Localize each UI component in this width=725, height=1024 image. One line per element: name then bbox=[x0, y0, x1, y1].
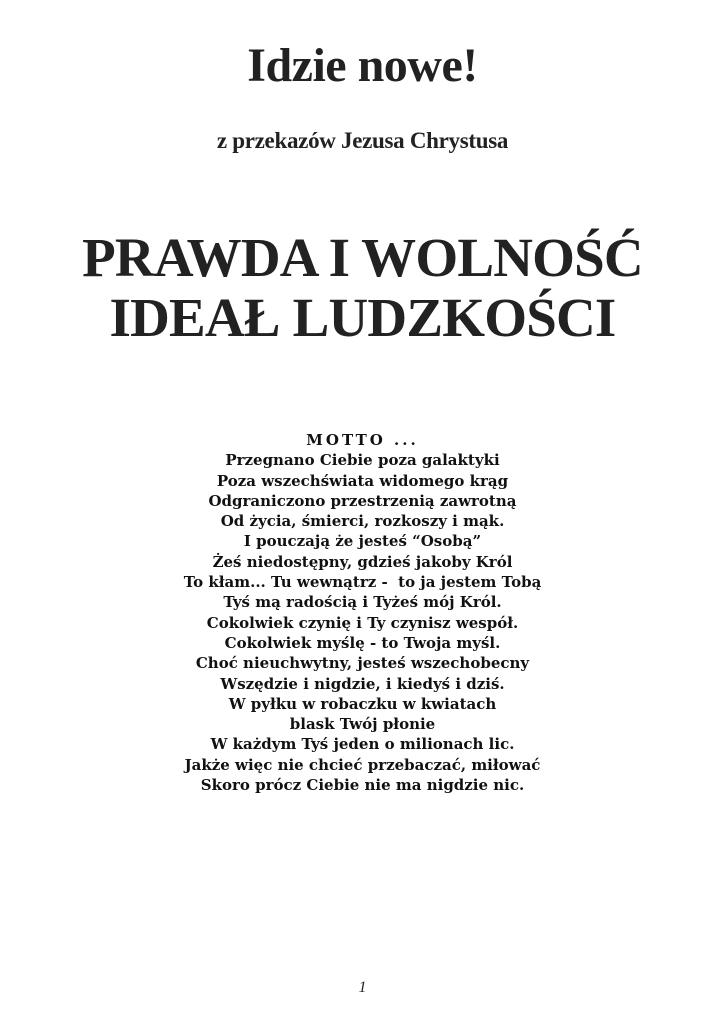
poem-line: Tyś mą radością i Tyżeś mój Król. bbox=[223, 593, 502, 612]
poem-line: Żeś niedostępny, gdzieś jakoby Król bbox=[212, 552, 513, 571]
poem-line: W każdym Tyś jeden o milionach lic. bbox=[210, 735, 515, 754]
poem-line: W pyłku w robaczku w kwiatach bbox=[228, 694, 497, 713]
poem-line: Choć nieuchwytny, jesteś wszechobecny bbox=[195, 654, 530, 673]
poem-line: Jakże więc nie chcieć przebaczać, miłować bbox=[184, 755, 541, 774]
poem-line: Przegnano Ciebie poza galaktyki bbox=[225, 451, 500, 470]
poem-line: Odgraniczono przestrzenią zawrotną bbox=[208, 491, 517, 510]
motto-heading: MOTTO ... bbox=[306, 431, 419, 449]
page-number: 1 bbox=[358, 979, 367, 996]
poem-line: I pouczają że jesteś “Osobą” bbox=[243, 532, 482, 551]
series-title: Idzie nowe! bbox=[247, 39, 478, 92]
poem-line: Od życia, śmierci, rozkoszy i mąk. bbox=[220, 512, 505, 531]
poem-line: Poza wszechświata widomego krąg bbox=[216, 471, 509, 490]
main-title bbox=[0, 228, 725, 348]
main-title-line-1: PRAWDA I WOLNOŚĆ bbox=[82, 227, 643, 288]
poem-line: To kłam... Tu wewnątrz - to ja jestem Tobą bbox=[183, 573, 542, 592]
poem-line: Cokolwiek czynię i Ty czynisz wespół. bbox=[206, 613, 519, 632]
poem-line: Cokolwiek myślę - to Twoja myśl. bbox=[224, 633, 501, 652]
poem-line: Skoro prócz Ciebie nie ma nigdzie nic. bbox=[200, 776, 525, 795]
poem-line: Wszędzie i nigdzie, i kiedyś i dziś. bbox=[220, 674, 505, 693]
motto-poem bbox=[0, 430, 725, 795]
poem-line: blask Twój płonie bbox=[289, 715, 436, 734]
main-title-line-2: IDEAŁ LUDZKOŚCI bbox=[109, 287, 616, 348]
subtitle: z przekazów Jezusa Chrystusa bbox=[216, 128, 509, 153]
